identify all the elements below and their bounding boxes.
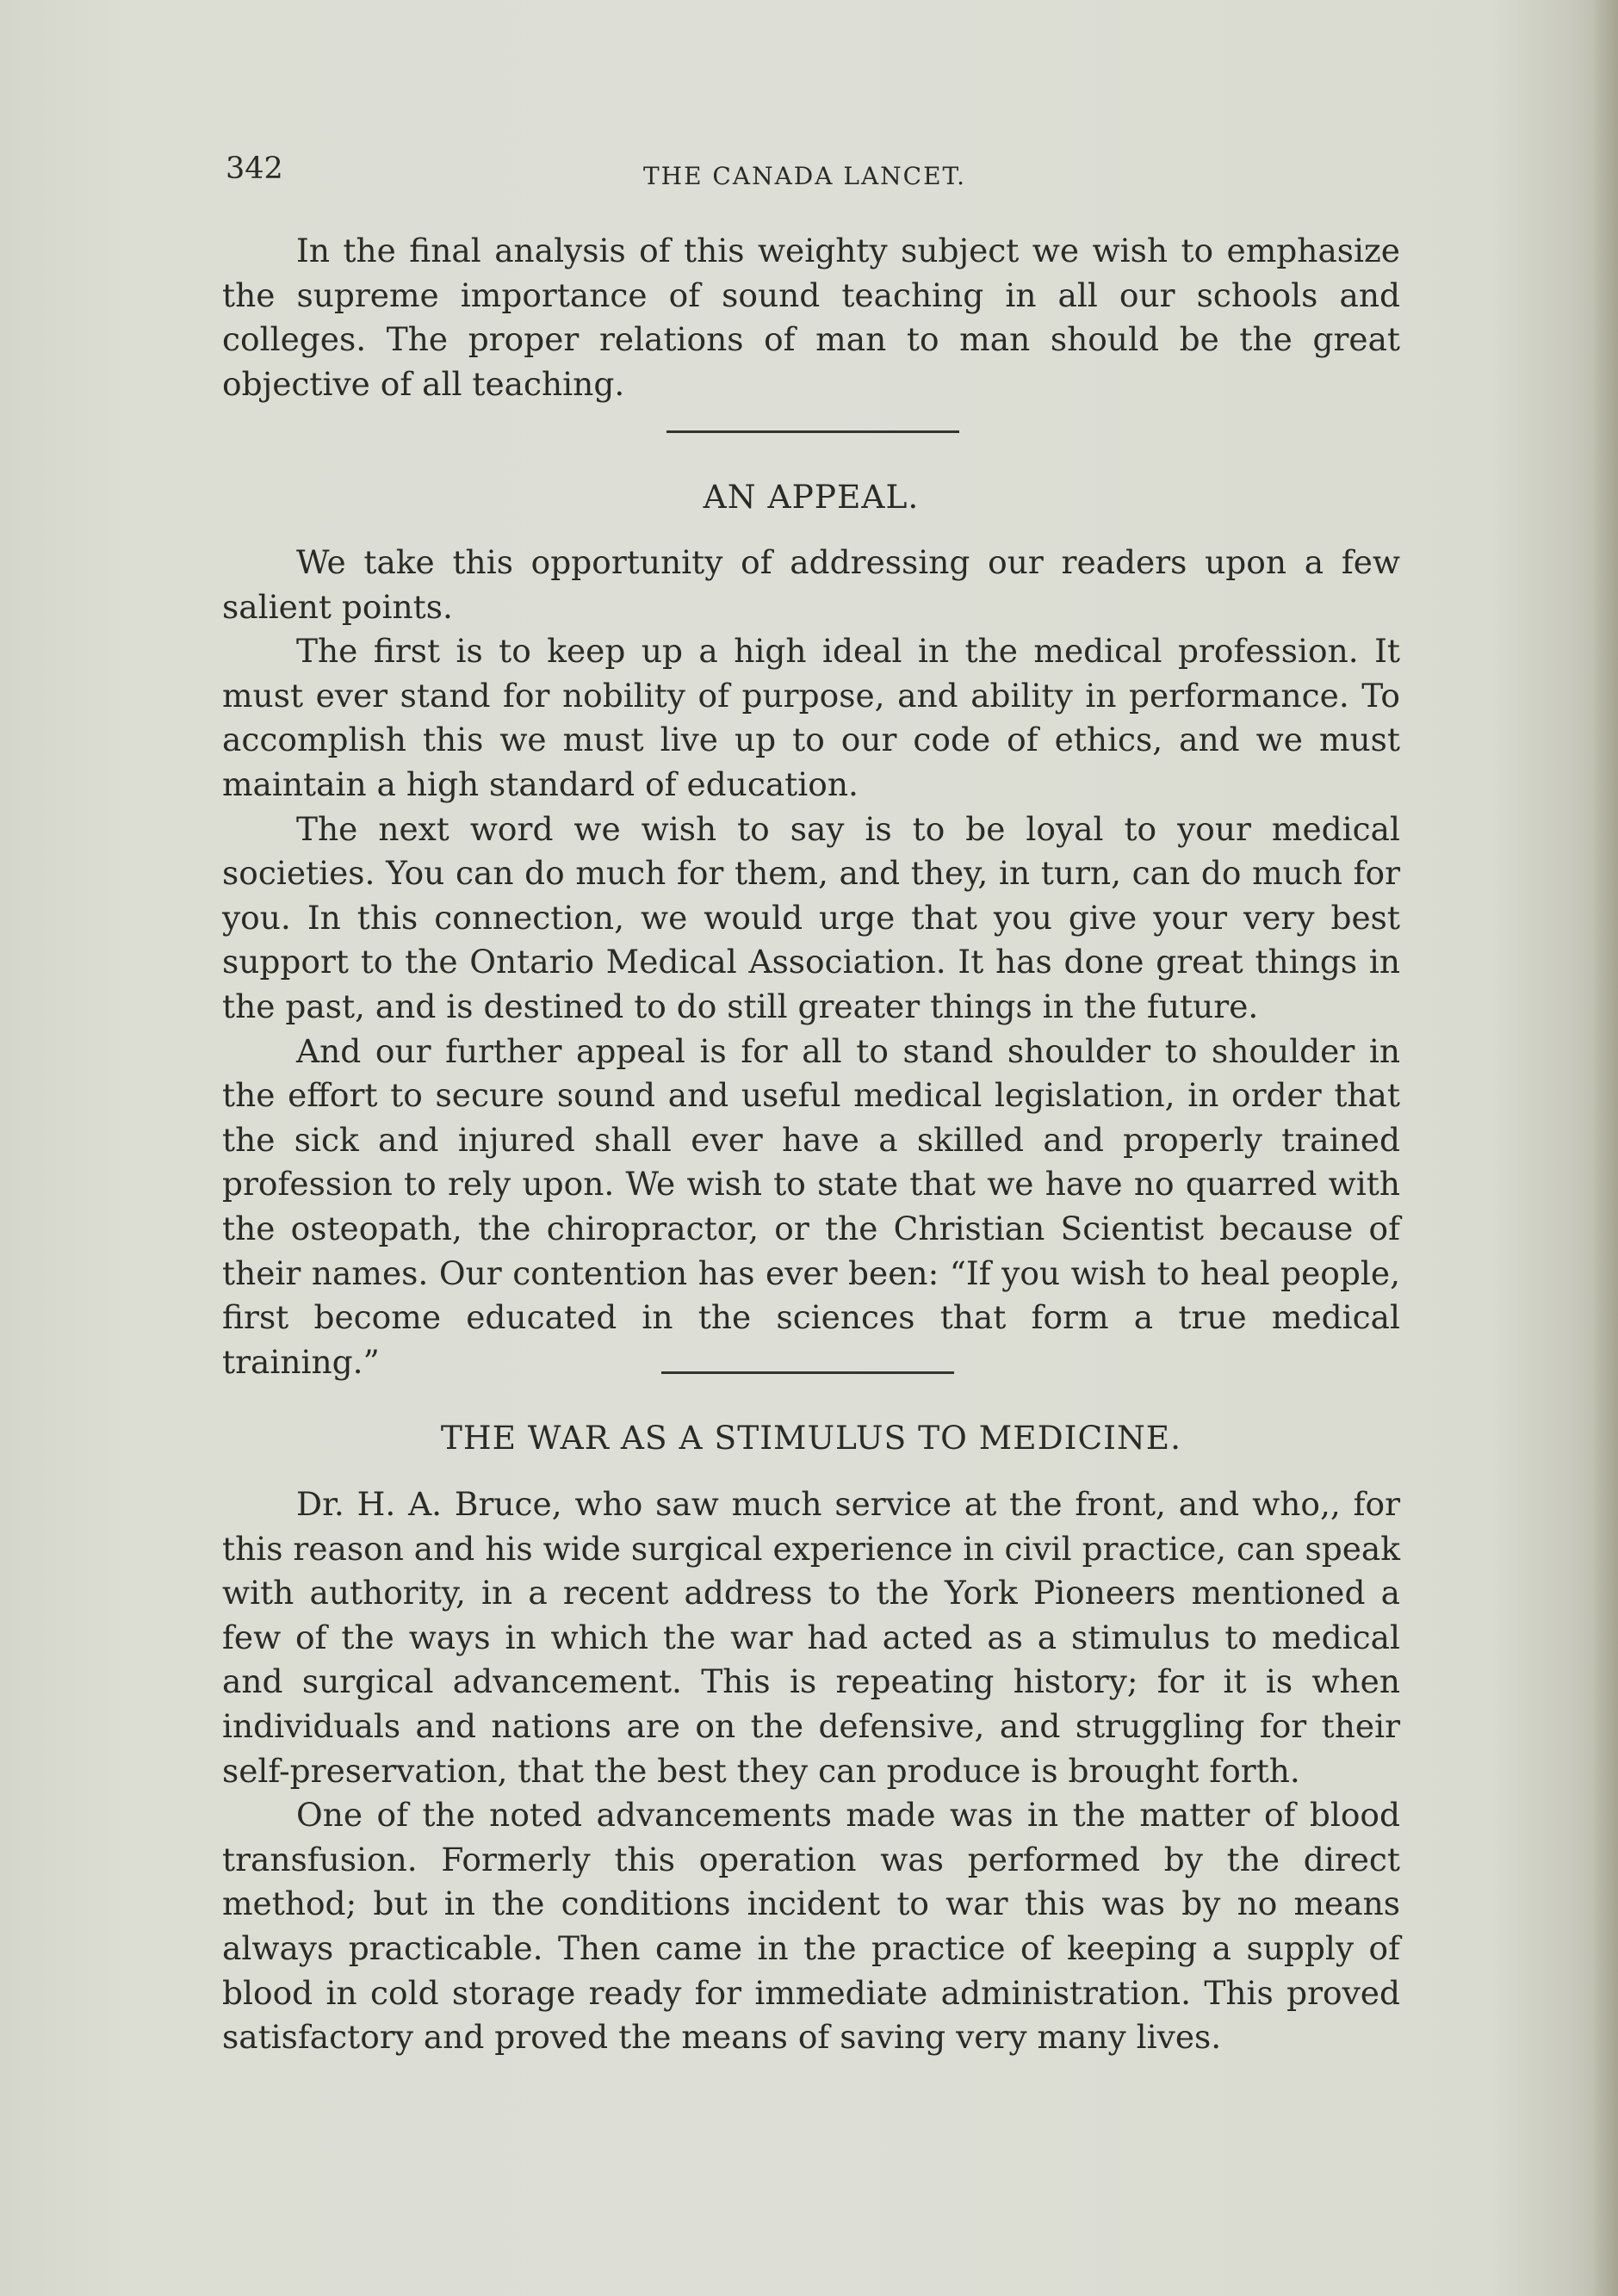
appeal-paragraph: The next word we wish to say is to be loyal to your medical societies. You can do much for them, and they, in turn, can do much for you. In this connection, we would urge that you give your very best support to the Ontario Medical Association. It has done great things in the past, and is destined to do still greater things in the future. (222, 809, 1400, 1025)
war-paragraph: One of the noted advancements made was in the matter of blood transfusion. Formerly this operation was performed by the direct method; but in the conditions incident to war this was by no means always practicable. Then came in the practice of keeping a supply of blood in cold storage ready for immediate administration. This proved satisfactory and proved the means of saving very many lives. (222, 1796, 1400, 2057)
appeal-section (222, 541, 1400, 1384)
war-paragraph: Dr. H. A. Bruce, who saw much service at the front, and who,, for this reason and his wide surgical experience in civil practice, can speak with authority, in a recent address to the York Pioneers mentioned a few of the ways in which the war had acted as a stimulus to medical and surgical advancement. This is repeating history; for it is when individuals and nations are on the defensive, and struggling for their self-preservation, that the best they can produce is brought forth. (222, 1485, 1400, 1790)
war-heading: THE WAR AS A STIMULUS TO MEDICINE. (440, 1419, 1182, 1457)
intro-section (222, 229, 1400, 406)
section-divider (666, 430, 959, 433)
appeal-paragraph: We take this opportunity of addressing our readers upon a few salient points. (222, 543, 1400, 626)
appeal-paragraph: The first is to keep up a high ideal in the medical profession. It must ever stand for nobility of purpose, and ability in performance. To accomplish this we must live up to our code of ethics, and we must maintain a high standard of education. (222, 632, 1400, 803)
journal-title: THE CANADA LANCET. (643, 162, 967, 190)
page-number: 342 (226, 152, 283, 186)
appeal-paragraph: And our further appeal is for all to stand shoulder to shoulder in the effort to secure sound and useful medical legislation, in order that the sick and injured shall ever have a skilled and properly trained profession to rely upon. We wish to state that we have no quarred with the osteopath, the chiropractor, or the Christian Scientist because of their names. Our contention has ever been: “If you wish to heal people, first become educated in the sciences that form a true medical training.” (222, 1031, 1400, 1381)
intro-paragraph: In the final analysis of this weighty subject we wish to emphasize the supreme importance of sound teaching in all our schools and colleges. The proper relations of man to man should be the great objective of all teaching. (222, 232, 1400, 403)
war-section (222, 1482, 1400, 2060)
appeal-heading: AN APPEAL. (703, 478, 920, 516)
running-head (226, 146, 1401, 189)
section-divider (661, 1371, 954, 1374)
page-edge-shadow (1592, 0, 1618, 2296)
